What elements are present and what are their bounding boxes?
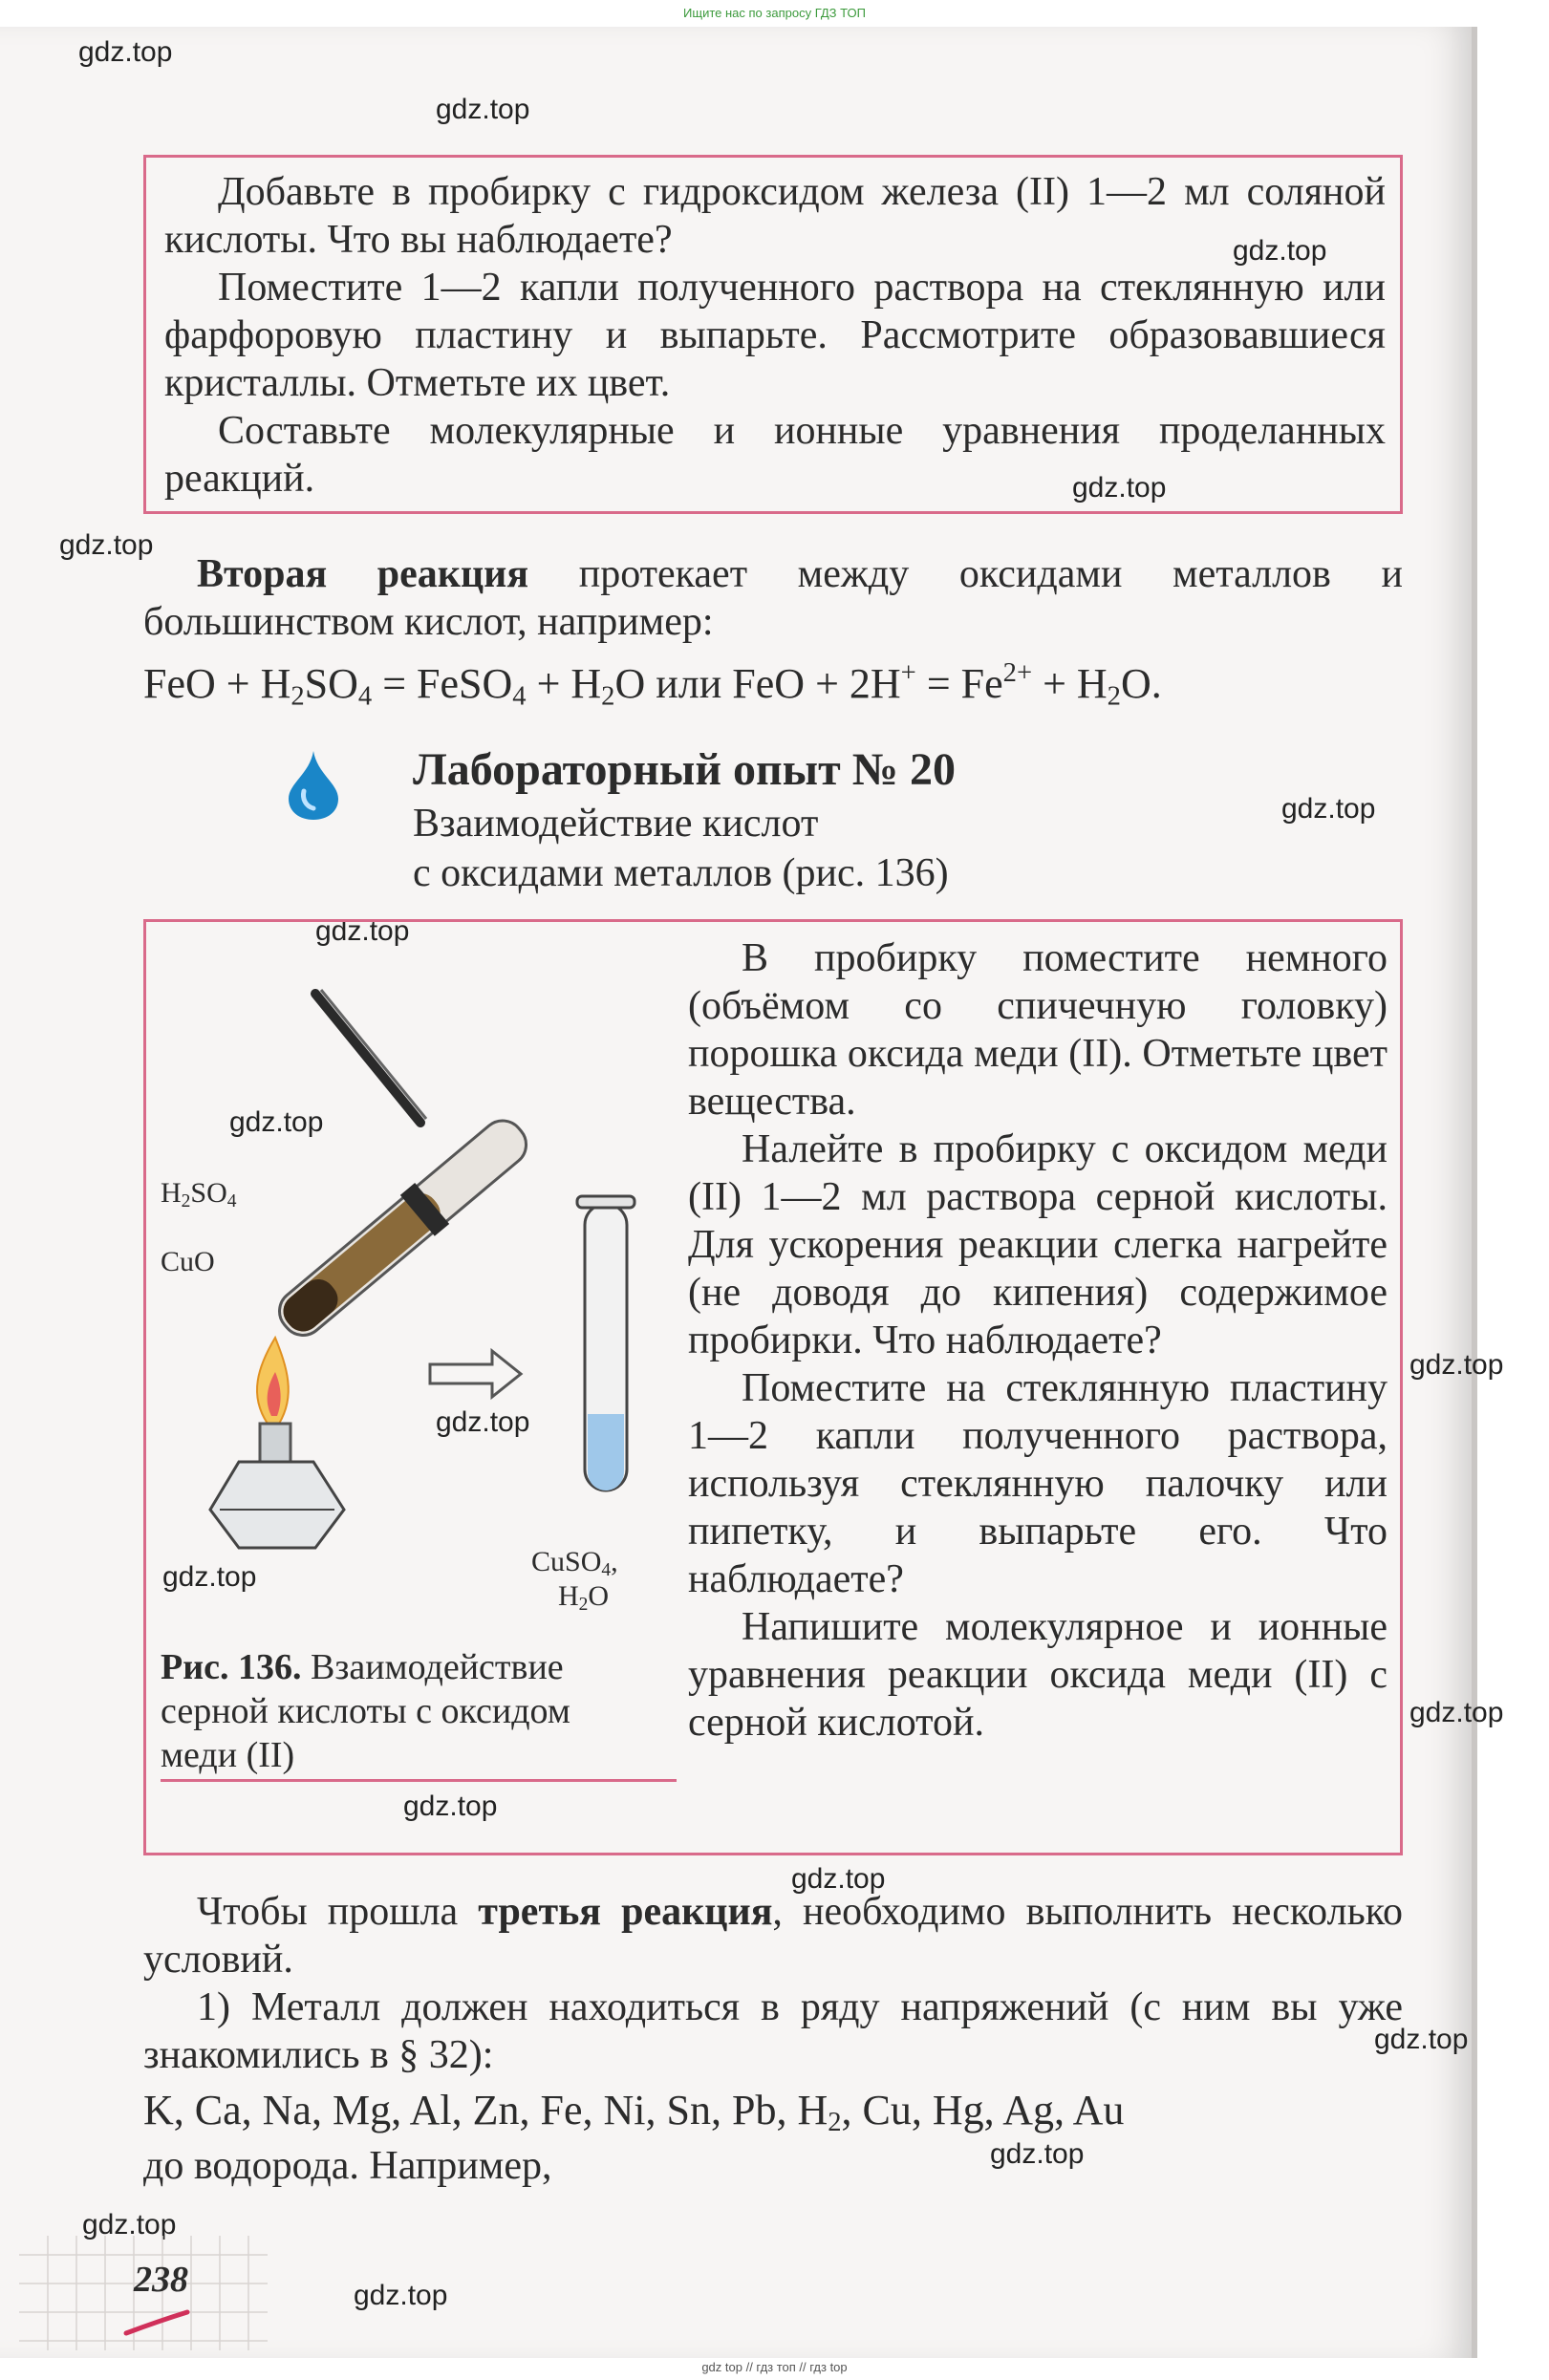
- watermark: gdz.top: [82, 2209, 177, 2241]
- label-subscript: 4: [601, 1559, 612, 1580]
- metal-activity-series: [143, 2087, 1414, 2147]
- watermark: gdz.top: [162, 1561, 257, 1593]
- series-part: , Cu, Hg, Ag, Au: [841, 2087, 1125, 2133]
- label-part: SO: [190, 1177, 227, 1209]
- equation-subscript: 2: [1107, 681, 1121, 712]
- page-number: 238: [134, 2260, 188, 2300]
- label-part: ,: [611, 1546, 618, 1577]
- instruction-paragraph: Составьте молекулярные и ионные уравнения проделанных реакций.: [164, 409, 1386, 501]
- watermark: gdz.top: [229, 1106, 324, 1138]
- watermark: gdz.top: [1233, 235, 1327, 267]
- caption-underline: [161, 1779, 677, 1782]
- label-subscript: 2: [578, 1594, 589, 1615]
- watermark: gdz.top: [791, 1863, 886, 1895]
- lab-apparatus-figure: [153, 975, 688, 1576]
- watermark: gdz.top: [59, 529, 154, 561]
- watermark: gdz.top: [436, 94, 530, 125]
- watermark: gdz.top: [436, 1406, 530, 1438]
- lab-drop-icon: [275, 745, 352, 822]
- equation-part: + H: [526, 660, 602, 708]
- watermark: gdz.top: [1072, 472, 1167, 504]
- figure-caption-number: Рис. 136.: [161, 1647, 302, 1687]
- watermark: gdz.top: [354, 2280, 448, 2311]
- instruction-paragraph: Добавьте в пробирку с гидроксидом железа (II) 1—2 мл соляной кислоты. Что вы наблюдаете?: [164, 170, 1386, 262]
- label-part: O: [588, 1580, 610, 1612]
- lab-title: Лабораторный опыт № 20: [413, 744, 956, 795]
- procedure-paragraph: Налейте в пробирку с оксидом меди (II) 1—2 мл раствора серной кислоты. Для ускорения реакции слегка нагрейте (не доводя до кипения) содержимое пробирки. Что наблюдаете?: [688, 1127, 1388, 1362]
- label-subscript: 4: [226, 1190, 237, 1211]
- lab-subtitle-line2: с оксидами металлов (рис. 136): [413, 851, 949, 895]
- figure-caption-text: Взаимодействие серной кислоты с оксидом меди (II): [161, 1647, 570, 1775]
- watermark: gdz.top: [990, 2138, 1085, 2170]
- watermark: gdz.top: [1409, 1349, 1504, 1381]
- procedure-paragraph: Поместите на стеклянную пластину 1—2 капли полученного раствора, используя стеклянную палочку или пипетку, и выпарьте его. Что наблюдаете?: [688, 1366, 1388, 1601]
- experiment-instructions-text: [164, 168, 1386, 503]
- lab-subtitle-line1: Взаимодействие кислот: [413, 802, 819, 846]
- third-reaction-term: третья реакция: [478, 1890, 773, 1934]
- equation-part: O.: [1120, 660, 1162, 708]
- condition-1: 1) Металл должен находиться в ряду напряжений (с ним вы уже знакомились в § 32):: [143, 1985, 1403, 2077]
- bottom-banner[interactable]: gdz top // гдз топ // гдз top: [701, 2360, 848, 2374]
- series-subscript: 2: [828, 2108, 842, 2138]
- equation-part: + H: [1032, 660, 1108, 708]
- third-reaction-post: , необходимо выполнить несколько условий.: [143, 1890, 1404, 1982]
- equation-part: SO: [304, 660, 358, 708]
- third-reaction-paragraph: [143, 1888, 1403, 2079]
- second-reaction-paragraph: [143, 550, 1403, 646]
- watermark: gdz.top: [78, 36, 173, 68]
- reaction-equation: [143, 650, 1414, 720]
- equation-subscript: 2: [290, 681, 305, 712]
- procedure-paragraph: Напишите молекулярное и ионные уравнения реакции оксида меди (II) с серной кислотой.: [688, 1605, 1388, 1745]
- lab-procedure-text: [688, 934, 1388, 1747]
- label-cuso4: [531, 1546, 618, 1581]
- series-part: K, Ca, Na, Mg, Al, Zn, Fe, Ni, Sn, Pb, H: [143, 2087, 828, 2133]
- instruction-paragraph: Поместите 1—2 капли полученного раствора на стеклянную или фарфоровую пластину и выпарьте. Рассмотрите образовавшиеся кристаллы. Отметьте их цвет.: [164, 266, 1386, 405]
- label-h2o: [558, 1580, 609, 1616]
- equation-superscript: +: [900, 658, 916, 688]
- label-cuo: CuO: [161, 1246, 215, 1277]
- equation-part: = FeSO: [372, 660, 513, 708]
- label-part: CuSO: [531, 1546, 602, 1577]
- second-reaction-term: Вторая реакция: [197, 552, 529, 596]
- watermark: gdz.top: [1374, 2024, 1469, 2055]
- label-part: H: [558, 1580, 579, 1612]
- third-reaction-pre: Чтобы прошла: [197, 1890, 479, 1934]
- label-part: H: [161, 1177, 182, 1209]
- watermark: gdz.top: [403, 1790, 498, 1822]
- equation-subscript: 4: [357, 681, 373, 712]
- watermark: gdz.top: [1409, 1697, 1504, 1728]
- procedure-paragraph: В пробирку поместите немного (объёмом со спичечную головку) порошка оксида меди (II). Отметьте цвет вещества.: [688, 936, 1388, 1124]
- equation-superscript: 2+: [1002, 658, 1033, 688]
- equation-subscript: 4: [512, 681, 527, 712]
- label-subscript: 2: [181, 1190, 191, 1211]
- label-h2so4: [161, 1177, 237, 1212]
- equation-part: O или FeO + 2H: [614, 660, 901, 708]
- figure-caption: [161, 1645, 638, 1777]
- equation-part: = Fe: [915, 660, 1003, 708]
- equation-part: FeO + H: [143, 660, 291, 708]
- second-reaction-text: протекает между оксидами металлов и большинством кислот, например:: [143, 552, 1403, 644]
- before-hydrogen-text: до водорода. Например,: [143, 2144, 552, 2188]
- equation-subscript: 2: [601, 681, 615, 712]
- watermark: gdz.top: [1281, 793, 1376, 825]
- top-banner[interactable]: Ищите нас по запросу ГДЗ ТОП: [683, 6, 866, 20]
- watermark: gdz.top: [315, 915, 410, 947]
